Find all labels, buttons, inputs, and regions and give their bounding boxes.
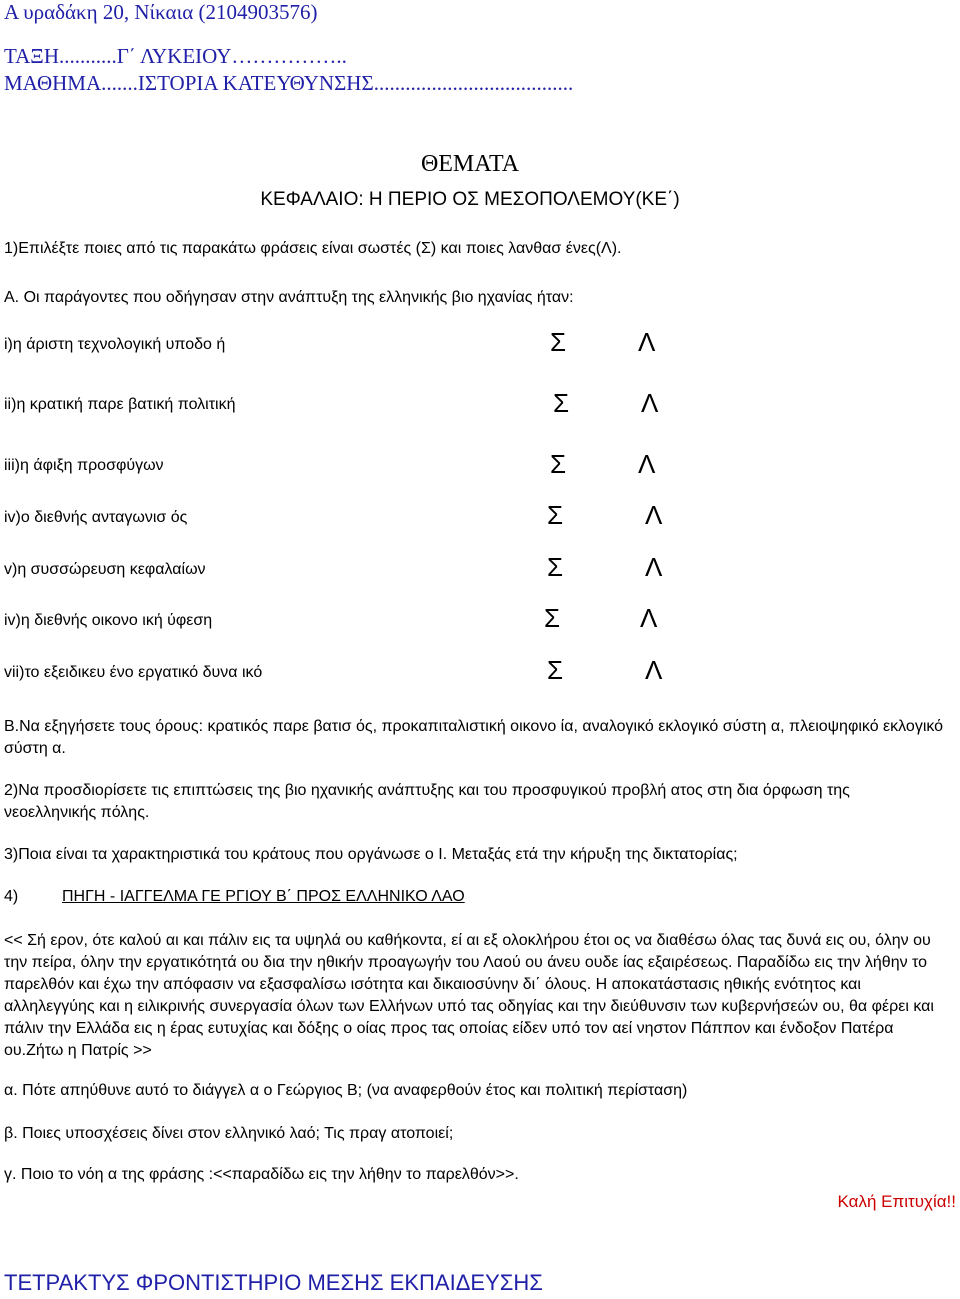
true-option[interactable]: Σ (550, 327, 567, 357)
false-option[interactable]: Λ (641, 388, 659, 418)
false-option[interactable]: Λ (640, 603, 658, 633)
true-option[interactable]: Σ (550, 449, 567, 479)
sub-question-a: α. Πότε απηύθυνε αυτό το διάγγελ α ο Γεώργιος Β; (να αναφερθούν έτος και πολιτική περίσταση) (4, 1082, 688, 1099)
true-option[interactable]: Σ (547, 500, 564, 530)
chapter-title: ΚΕΦΑΛΑΙΟ: Η ΠΕΡΙΟ ΟΣ ΜΕΣΟΠΟΛΕΜΟΥ(ΚΕ΄) (260, 189, 680, 210)
false-option[interactable]: Λ (638, 449, 656, 479)
question-2: 2)Να προσδιορίσετε τις επιπτώσεις της βιο ηχανικής ανάπτυξης και του προσφυγικού προβλή ατος στη δια όρφωση της νεοελληνικής πόλης. (4, 782, 850, 821)
question-1-intro: 1)Επιλέξτε ποιες από τις παρακάτω φράσεις είναι σωστές (Σ) και ποιες λανθασ ένες(Λ). (4, 240, 622, 257)
statement-item: v)η συσσώρευση κεφαλαίων (4, 561, 206, 578)
sub-question-c: γ. Ποιο το νόη α της φράσης :<<παραδίδω εις την λήθην το παρελθόν>>. (4, 1166, 519, 1183)
statement-item: iv)ο διεθνής ανταγωνισ ός (4, 509, 188, 526)
true-option[interactable]: Σ (547, 552, 564, 582)
page-title: ΘΕΜΑΤΑ (420, 151, 520, 177)
question-4-heading: ΠΗΓΗ - ΙΑΓΓΕΛΜΑ ΓΕ ΡΓΙΟΥ Β΄ ΠΡΟΣ ΕΛΛΗΝΙΚΟ ΛΑΟ (62, 888, 465, 905)
question-1-part-a: Α. Οι παράγοντες που οδήγησαν στην ανάπτυξη της ελληνικής βιο ηχανίας ήταν: (4, 289, 574, 306)
false-option[interactable]: Λ (645, 655, 663, 685)
class-line: ΤΑΞΗ...........Γ΄ ΛΥΚΕΙΟΥ…………….. (4, 44, 347, 68)
false-option[interactable]: Λ (645, 500, 663, 530)
false-option[interactable]: Λ (645, 552, 663, 582)
statement-item: iii)η άφιξη προσφύγων (4, 457, 164, 474)
question-3: 3)Ποια είναι τα χαρακτηριστικά του κράτους που οργάνωσε ο Ι. Μεταξάς ετά την κήρυξη της δικτατορίας; (4, 846, 738, 863)
sub-question-b: β. Ποιες υποσχέσεις δίνει στον ελληνικό λαό; Τις πραγ ατοποιεί; (4, 1125, 454, 1142)
question-1-part-b: Β.Να εξηγήσετε τους όρους: κρατικός παρε βατισ ός, προκαπιταλιστική οικονο ία, αναλογικό εκλογικό σύστη α, πλειοψηφικό εκλογικό σύστη α. (4, 718, 944, 757)
statement-item: i)η άριστη τεχνολογική υποδο ή (4, 336, 226, 353)
closing-wish: Καλή Επιτυχία!! (837, 1192, 956, 1211)
source-text: << Σή ερον, ότε καλού αι και πάλιν εις τα υψηλά ου καθήκοντα, εί αι εξ ολοκλήρου έτοι ος να διαθέσω όλας τας δυνά εις ου, όλην ου την πείρα, όλην την εργατικότητά ου δια την ηθικήν προαγωγήν του Λαού ου άνευ ουδε ίας εξαιρέσεως. Παραδίδω εις την λήθην το παρελθόν και έχω την απόφασιν να εξασφαλίσω ισότητα και δικαιοσύνην δι΄ όλους. Η αποκατάστασις ηθικής ενότητος και αλληλεγγύης και η ειλικρινής συνεργασία όλων των Ελλήνων υπό τας οδηγίας και την διεύθυνσιν των κυβερνήσεών ου, θα φέρει και πάλιν την Ελλάδα εις η έρας ευτυχίας και δόξης ο οίας προς τας οποίας είδεν υπό τον αεί νηστον Πάππον και ένδοξον Πατέρα ου.Ζήτω η Πατρίς >> (4, 932, 934, 1059)
statement-item: ii)η κρατική παρε βατική πολιτική (4, 396, 236, 413)
statement-item: iv)η διεθνής οικονο ική ύφεση (4, 612, 213, 629)
footer-school-name: ΤΕΤΡΑΚΤΥΣ ΦΡΟΝΤΙΣΤΗΡΙΟ ΜΕΣΗΣ ΕΚΠΑΙΔΕΥΣΗΣ (4, 1270, 543, 1295)
statement-item: vii)το εξειδικευ ένο εργατικό δυνα ικό (4, 664, 263, 681)
question-4-number: 4) (4, 888, 19, 905)
subject-line: ΜΑΘΗΜΑ.......ΙΣΤΟΡΙΑ ΚΑΤΕΥΘΥΝΣΗΣ...................................... (4, 71, 574, 95)
true-option[interactable]: Σ (547, 655, 564, 685)
true-option[interactable]: Σ (544, 603, 561, 633)
school-address: Α υραδάκη 20, Νίκαια (2104903576) (4, 0, 318, 24)
false-option[interactable]: Λ (638, 327, 656, 357)
true-option[interactable]: Σ (553, 388, 570, 418)
